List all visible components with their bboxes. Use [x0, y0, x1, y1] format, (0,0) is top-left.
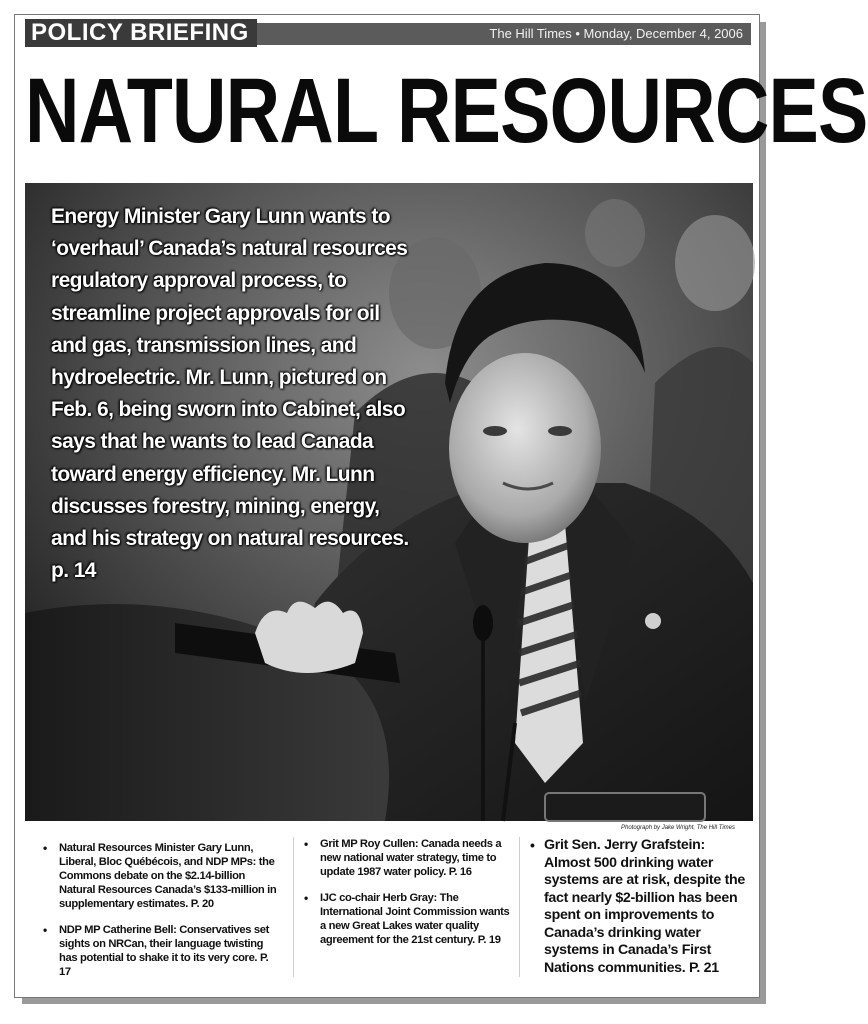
- brief-item[interactable]: [41, 923, 277, 979]
- briefs-column-2: [293, 837, 513, 977]
- brief-text: IJC co-chair Herb Gray: The International Joint Commission wants a new Great Lakes water quality agreement for the 21st century. P. 19: [320, 892, 510, 946]
- brief-item[interactable]: [302, 891, 513, 947]
- brief-text: Grit Sen. Jerry Grafstein: Almost 500 drinking water systems are at risk, despite the fact nearly $2-billion has been spent on improvements to Canada’s drinking water systems in Canada’s First Nations communities. P. 21: [544, 837, 745, 976]
- briefs-column-1: [41, 841, 277, 991]
- photo-credit: Photograph by Jake Wright, The Hill Times: [621, 825, 735, 831]
- brief-text: Grit MP Roy Cullen: Canada needs a new national water strategy, time to update 1987 water policy. P. 16: [320, 838, 502, 878]
- briefs-column-3: [519, 837, 751, 977]
- brief-item[interactable]: [528, 837, 751, 977]
- newspaper-page: [14, 14, 868, 998]
- bullet-icon: •: [43, 923, 47, 937]
- brief-item[interactable]: [302, 837, 513, 879]
- bullet-icon: •: [304, 837, 308, 851]
- dateline: The Hill Times • Monday, December 4, 2006: [489, 26, 743, 41]
- photo-caption: Energy Minister Gary Lunn wants to ‘overhaul’ Canada’s natural resources regulatory approval process, to streamline project approvals for oil and gas, transmission lines, and hydroelectric. Mr. Lunn, pictured on Feb. 6, being sworn into Cabinet, also says that he wants to lead Canada toward energy efficiency. Mr. Lunn discusses forestry, mining, energy, and his strategy on natural resources. p. 14: [51, 205, 409, 583]
- cover-photo: [25, 183, 753, 821]
- bullet-icon: •: [530, 837, 535, 853]
- bullet-icon: •: [304, 891, 308, 905]
- briefs-section: [25, 837, 753, 987]
- header-bar: [25, 19, 751, 46]
- bullet-icon: •: [43, 841, 47, 855]
- brief-item[interactable]: [41, 841, 277, 911]
- brief-text: Natural Resources Minister Gary Lunn, Liberal, Bloc Québécois, and NDP MPs: the Commons debate on the $2.14-billion Natural Resources Canada’s $133-million in supplementary estimates. P. 20: [59, 842, 277, 910]
- headline: NATURAL RESOURCES: [25, 60, 868, 162]
- section-label: POLICY BRIEFING: [25, 19, 257, 47]
- brief-text: NDP MP Catherine Bell: Conservatives set sights on NRCan, their language twisting has potential to shake it to its very core. P. 17: [59, 924, 270, 978]
